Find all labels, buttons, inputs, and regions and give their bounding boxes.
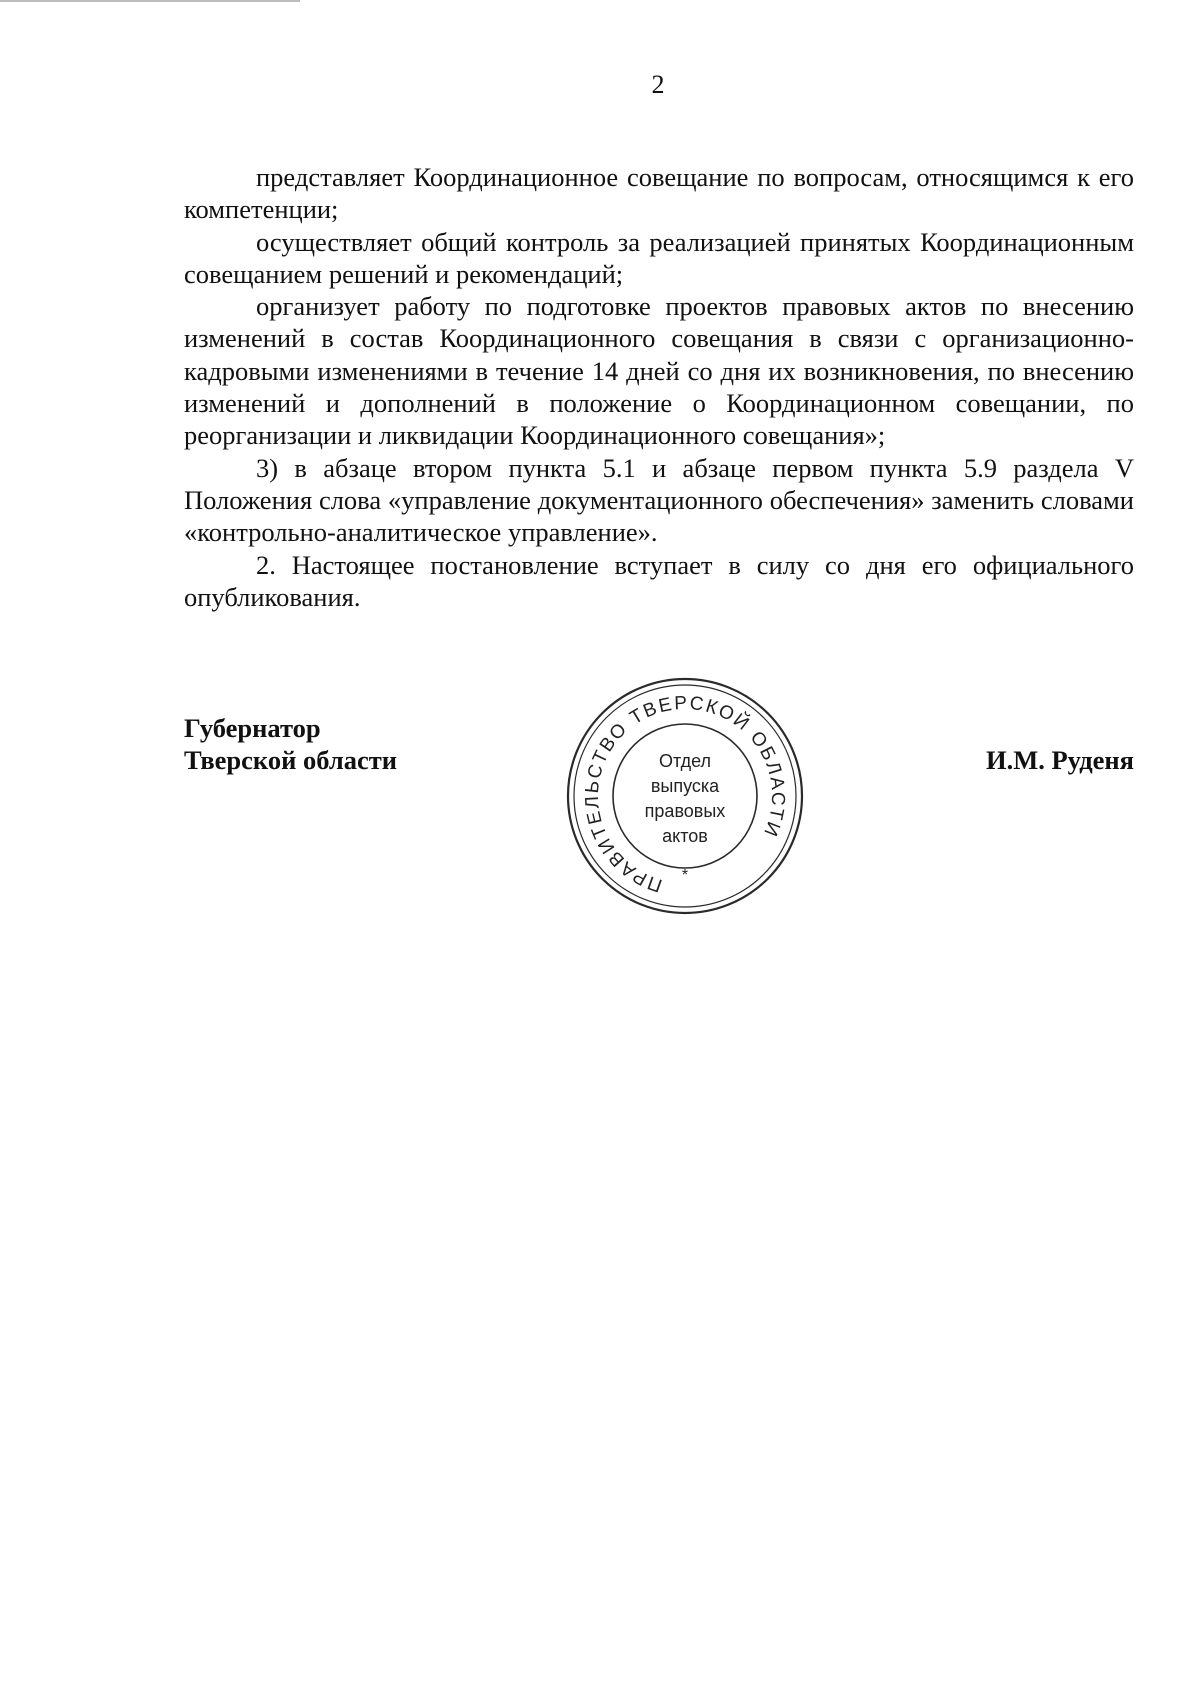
paragraph-control: осуществляет общий контроль за реализацией принятых Координационным совещанием решений и рекомендаций; (184, 226, 1134, 289)
signatory-position (184, 712, 397, 777)
scan-edge-line (0, 0, 300, 2)
stamp-center-line1: Отдел (658, 751, 712, 771)
signatory-position-line1: Губернатор (184, 713, 321, 743)
stamp-center-line3: правовых (644, 801, 726, 821)
stamp-center-line4: актов (662, 826, 708, 846)
paragraph-amendment-3: 3) в абзаце втором пункта 5.1 и абзаце первом пункта 5.9 раздела V Положения слова «управление документационного обеспечения» заменить словами «контрольно-аналитическое управление». (184, 452, 1134, 548)
stamp-center-text (564, 749, 806, 849)
signatory-name: И.М. Руденя (985, 745, 1134, 775)
paragraph-represents: представляет Координационное совещание по вопросам, относящимся к его компетенции; (184, 162, 1134, 225)
signatory-position-line2: Тверской области (184, 745, 397, 776)
paragraph-organizes: организует работу по подготовке проектов правовых актов по внесению изменений в состав Координационного совещания в связи с организационно-кадровыми изменениями в течение 14 дней со дня их возникновения, по внесению изменений и дополнений в положение о Координационном совещании, по реорганизации и ликвидации Координационного совещания»; (184, 291, 1134, 451)
stamp-star: * (681, 867, 689, 884)
page-number: 2 (651, 70, 665, 99)
stamp-ring-text-path: ПРАВИТЕЛЬСТВО ТВЕРСКОЙ ОБЛАСТИ (581, 692, 789, 896)
stamp-center-line2: выпуска (650, 776, 720, 796)
paragraph-effective-date: 2. Настоящее постановление вступает в силу со дня его официального опубликования. (184, 549, 1134, 612)
document-body (184, 161, 1134, 613)
official-stamp (564, 675, 806, 917)
